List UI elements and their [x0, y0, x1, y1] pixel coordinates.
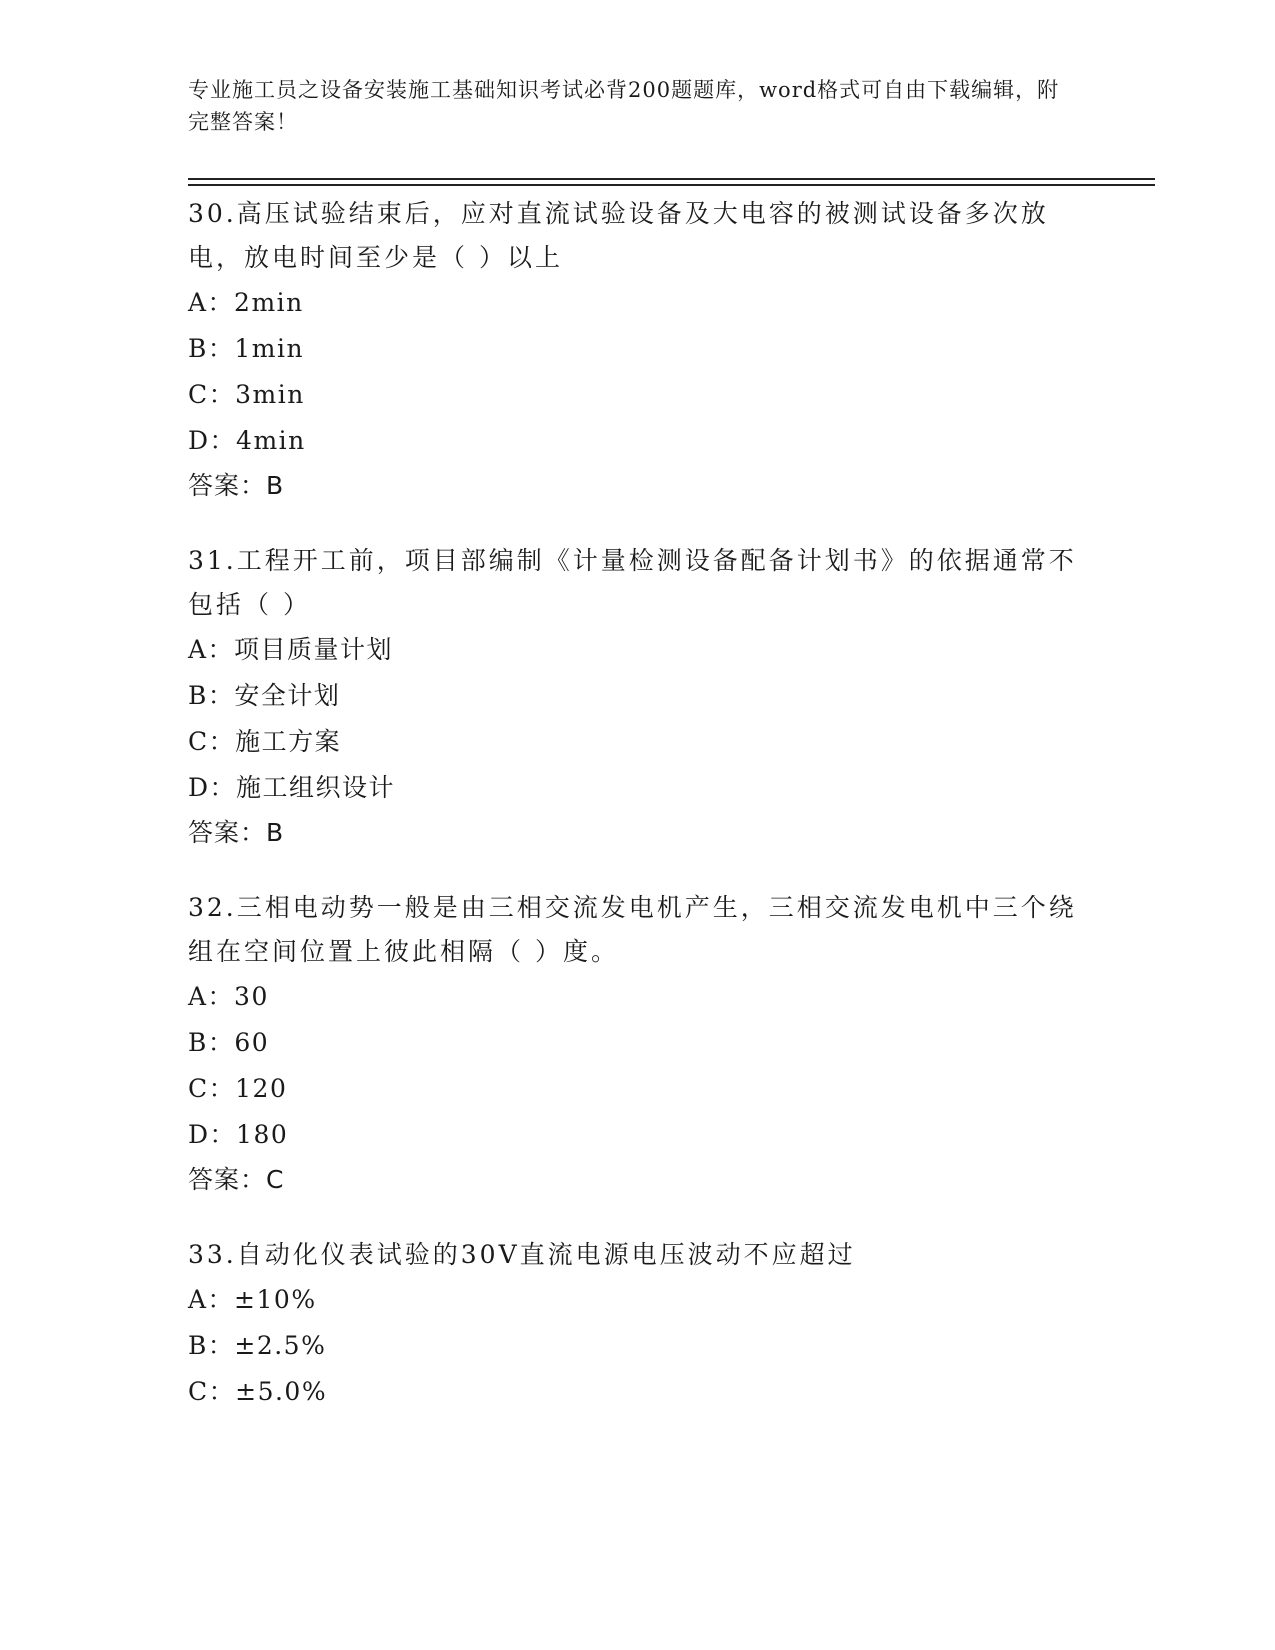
option-c: C：3min [188, 380, 305, 409]
option-a: A：2min [188, 288, 304, 317]
question-stem: 33.自动化仪表试验的30V直流电源电压波动不应超过 [188, 1240, 856, 1269]
question-list [188, 192, 1088, 1446]
option-d: D：180 [188, 1120, 289, 1149]
option-b: B：1min [188, 334, 305, 363]
header-divider-top [188, 178, 1155, 180]
option-c: C：±5.0% [188, 1377, 328, 1406]
question-33 [188, 1233, 1088, 1415]
option-d: D：施工组织设计 [188, 773, 396, 802]
option-c: C：120 [188, 1074, 288, 1103]
question-32 [188, 886, 1088, 1202]
answer-line: 答案：C [188, 1165, 285, 1194]
option-d: D：4min [188, 426, 306, 455]
document-header: 专业施工员之设备安装施工基础知识考试必背200题题库，word格式可自由下载编辑，附完整答案！ [188, 78, 1060, 134]
question-30 [188, 192, 1088, 508]
option-b: B：±2.5% [188, 1331, 327, 1360]
option-a: A：项目质量计划 [188, 635, 394, 664]
option-c: C：施工方案 [188, 727, 342, 756]
answer-line: 答案：B [188, 471, 285, 500]
question-stem: 31.工程开工前，项目部编制《计量检测设备配备计划书》的依据通常不包括（ ） [188, 546, 1077, 619]
answer-line: 答案：B [188, 818, 285, 847]
question-31 [188, 539, 1088, 855]
question-stem: 30.高压试验结束后，应对直流试验设备及大电容的被测试设备多次放电，放电时间至少是（ ）以上 [188, 199, 1049, 272]
option-b: B：安全计划 [188, 681, 341, 710]
header-divider-bottom [188, 184, 1155, 186]
question-stem: 32.三相电动势一般是由三相交流发电机产生，三相交流发电机中三个绕组在空间位置上彼此相隔（ ）度。 [188, 893, 1077, 966]
option-a: A：30 [188, 982, 269, 1011]
option-a: A：±10% [188, 1285, 317, 1314]
option-b: B：60 [188, 1028, 270, 1057]
